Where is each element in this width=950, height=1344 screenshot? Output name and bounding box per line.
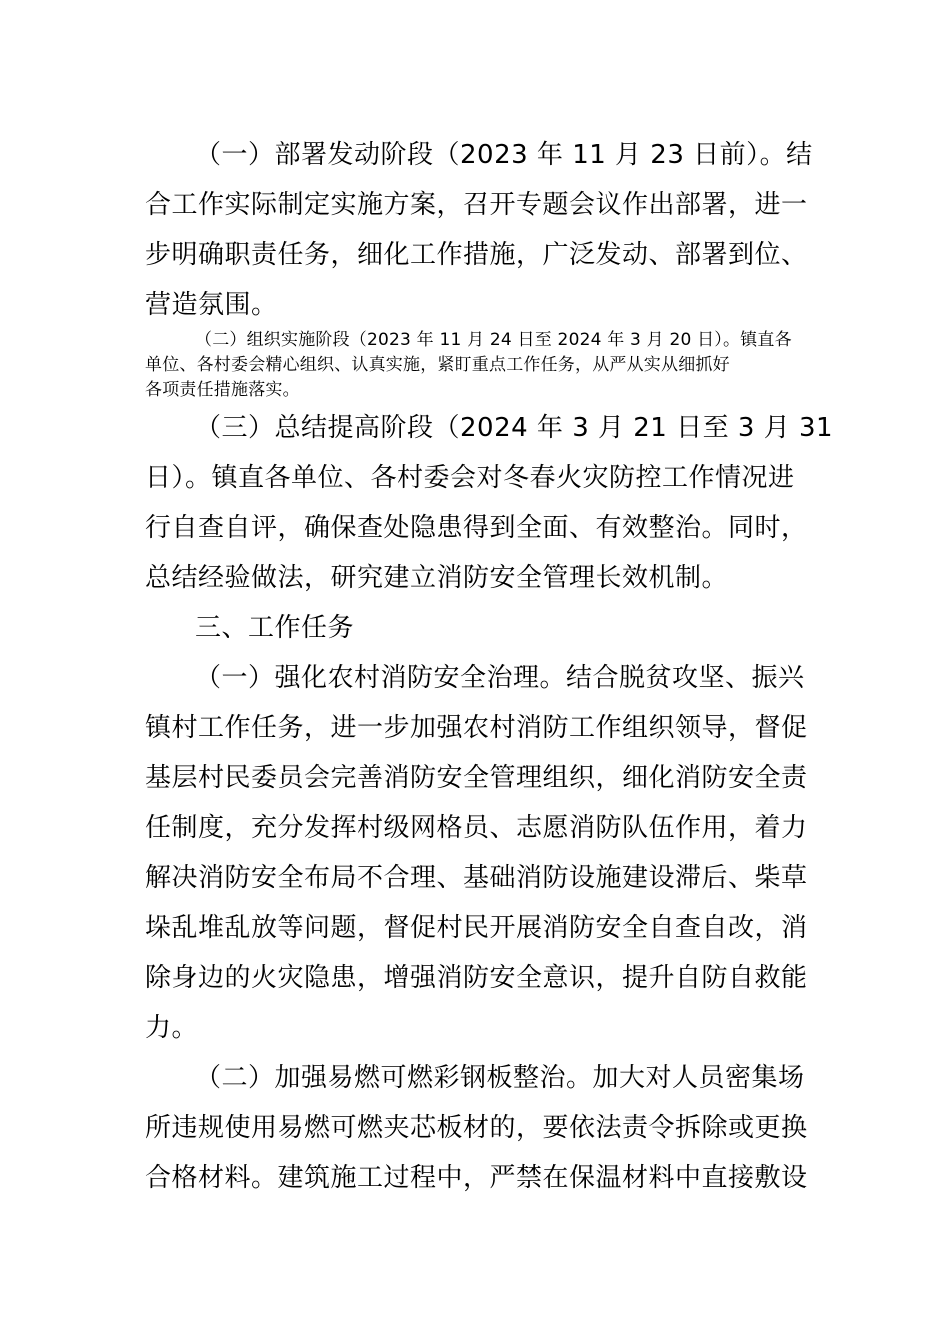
section-heading-work-tasks: 三、工作任务 [195, 613, 355, 643]
para1-line-3: 步明确职责任务，细化工作措施，广泛发动、部署到位、 [145, 240, 808, 270]
para4-line-4: 任制度，充分发挥村级网格员、志愿消防队伍作用，着力 [145, 813, 808, 843]
para2-line-3: 各项责任措施落实。 [145, 380, 300, 400]
para4-line-5: 解决消防安全布局不合理、基础消防设施建设滞后、柴草 [145, 863, 808, 893]
para1-line-2: 合工作实际制定实施方案，召开专题会议作出部署，进一 [145, 190, 808, 220]
para4-line-3: 基层村民委员会完善消防安全管理组织，细化消防安全责 [145, 763, 808, 793]
para2-line-2: 单位、各村委会精心组织、认真实施，紧盯重点工作任务，从严从实从细抓好 [145, 355, 730, 375]
para1-line-4: 营造氛围。 [145, 290, 278, 320]
para4-line-6: 垛乱堆乱放等问题，督促村民开展消防安全自查自改，消 [145, 913, 808, 943]
para2-line-1: （二）组织实施阶段（2023 年 11 月 24 日至 2024 年 3 月 20 日）。镇直各 [195, 330, 792, 350]
para1-line-1: （一）部署发动阶段（2023 年 11 月 23 日前）。结 [195, 140, 813, 170]
para4-line-2: 镇村工作任务，进一步加强农村消防工作组织领导，督促 [145, 713, 808, 743]
para4-line-8: 力。 [145, 1013, 199, 1043]
para5-line-1: （二）加强易燃可燃彩钢板整治。加大对人员密集场 [195, 1063, 805, 1093]
para3-line-1: （三）总结提高阶段（2024 年 3 月 21 日至 3 月 31 [195, 413, 834, 443]
para5-line-3: 合格材料。建筑施工过程中，严禁在保温材料中直接敷设 [145, 1163, 808, 1193]
para4-line-7: 除身边的火灾隐患，增强消防安全意识，提升自防自救能 [145, 963, 808, 993]
para3-line-2: 日）。镇直各单位、各村委会对冬春火灾防控工作情况进 [145, 463, 795, 493]
para3-line-4: 总结经验做法，研究建立消防安全管理长效机制。 [145, 563, 729, 593]
para3-line-3: 行自查自评，确保查处隐患得到全面、有效整治。同时， [145, 513, 808, 543]
para5-line-2: 所违规使用易燃可燃夹芯板材的，要依法责令拆除或更换 [145, 1113, 808, 1143]
para4-line-1: （一）强化农村消防安全治理。结合脱贫攻坚、振兴 [195, 663, 805, 693]
